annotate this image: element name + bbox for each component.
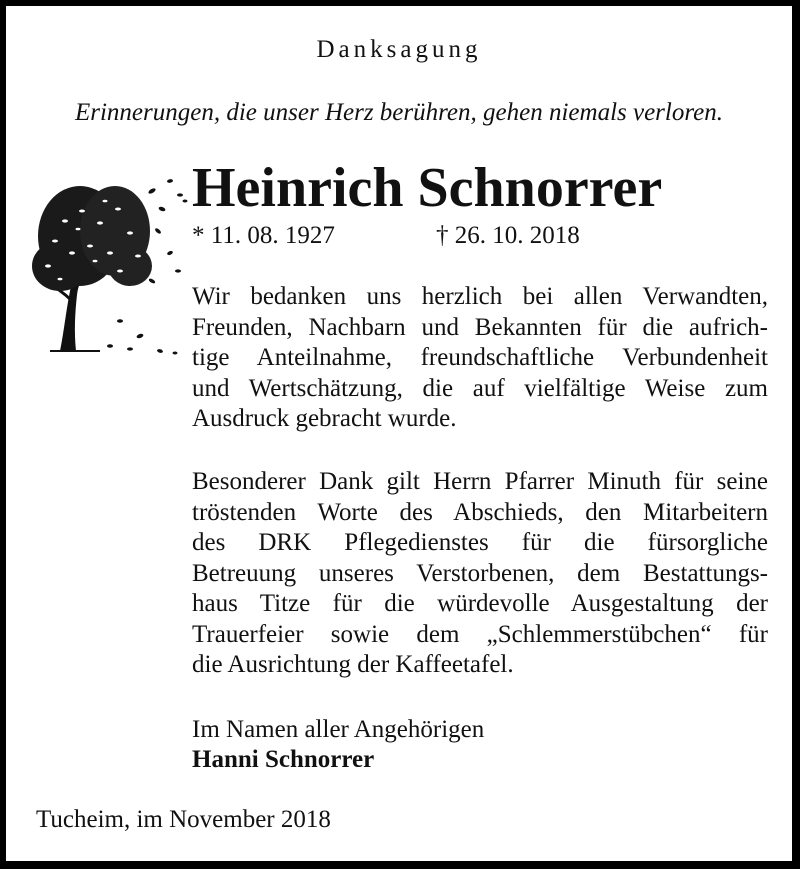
thanks-paragraph	[192, 282, 768, 435]
paragraph-line: die Ausrichtung der Kaffeetafel.	[192, 651, 514, 678]
deceased-name: Heinrich Schnorrer	[192, 157, 663, 219]
special-thanks-paragraph	[192, 467, 768, 681]
paragraph-line: tige Anteilnahme, freundschaftliche Verbundenheit	[192, 344, 768, 371]
paragraph-line: Ausdruck gebracht wurde.	[192, 405, 457, 432]
paragraph-line: haus Titze für die würdevolle Ausgestaltung der	[192, 590, 768, 617]
closing-line: Im Namen aller Angehörigen	[192, 716, 485, 743]
death-date: † 26. 10. 2018	[436, 222, 580, 249]
tree-with-falling-leaves-icon	[20, 161, 190, 361]
paragraph-line: Wir bedanken uns herzlich bei allen Verwandten,	[192, 283, 768, 310]
paragraph-line: und Wertschätzung, die auf vielfältige Weise zum	[192, 374, 768, 402]
obituary-card	[6, 6, 792, 861]
paragraph-line: Trauerfeier sowie dem „Schlemmerstübchen“ für	[192, 620, 768, 648]
paragraph-line: Freunden, Nachbarn und Bekannten für die aufrich-	[192, 313, 768, 341]
notice-motto: Erinnerungen, die unser Herz berühren, gehen niemals verloren.	[74, 99, 724, 126]
paragraph-line: tröstenden Worte des Abschieds, den Mitarbeitern	[192, 498, 768, 526]
signature: Hanni Schnorrer	[192, 746, 375, 773]
notice-heading: Danksagung	[316, 36, 482, 63]
place-and-date: Tucheim, im November 2018	[36, 806, 331, 833]
paragraph-line: Besonderer Dank gilt Herrn Pfarrer Minuth für seine	[192, 468, 768, 495]
paragraph-line: Betreuung unseres Verstorbenen, dem Bestattungs-	[192, 559, 768, 587]
paragraph-line: des DRK Pflegedienstes für die fürsorgliche	[192, 529, 768, 556]
birth-date: * 11. 08. 1927	[192, 222, 335, 249]
